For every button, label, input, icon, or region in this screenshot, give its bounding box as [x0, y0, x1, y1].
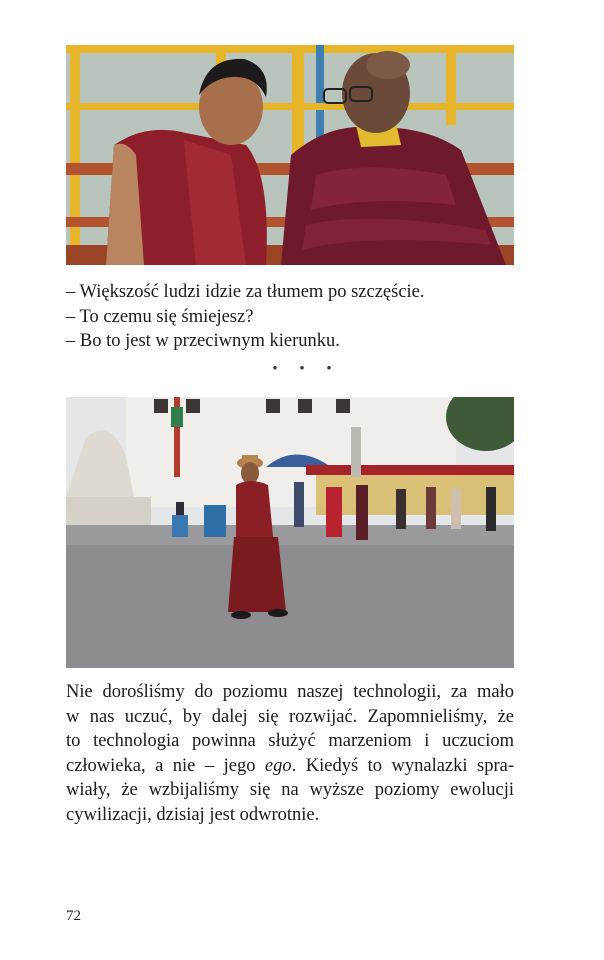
section-separator: • • •: [272, 361, 341, 377]
body-line-part: . Kiedyś to wynalazki spra-: [291, 755, 514, 776]
body-line: cywilizacji, dzisiaj jest odwrotnie.: [66, 804, 320, 825]
body-line: wiały, że wzbijaliśmy się na wyższe poziomy ewolucji: [66, 780, 514, 801]
body-line: w nas uczuć, by dalej się rozwijać. Zapomnieliśmy, że: [66, 706, 514, 727]
dialogue: [66, 280, 514, 354]
dialogue-line: – Bo to jest w przeciwnym kierunku.: [66, 331, 340, 351]
body-paragraph: [66, 680, 514, 828]
emphasized-word: ego: [264, 755, 292, 776]
body-line: [66, 754, 514, 779]
monks-laughing-photo: [66, 45, 514, 265]
page-number: 72: [66, 908, 81, 924]
body-line-part: człowieka, a nie – jego: [66, 755, 265, 776]
monk-walking-square-photo: [66, 397, 514, 668]
body-line: to technologia powinna służyć marzeniom i uczuciom: [66, 731, 514, 752]
dialogue-line: – Większość ludzi idzie za tłumem po szczęście.: [66, 282, 425, 302]
dialogue-line: – To czemu się śmiejesz?: [66, 306, 254, 327]
body-line: Nie dorośliśmy do poziomu naszej technologii, za mało: [66, 682, 514, 702]
